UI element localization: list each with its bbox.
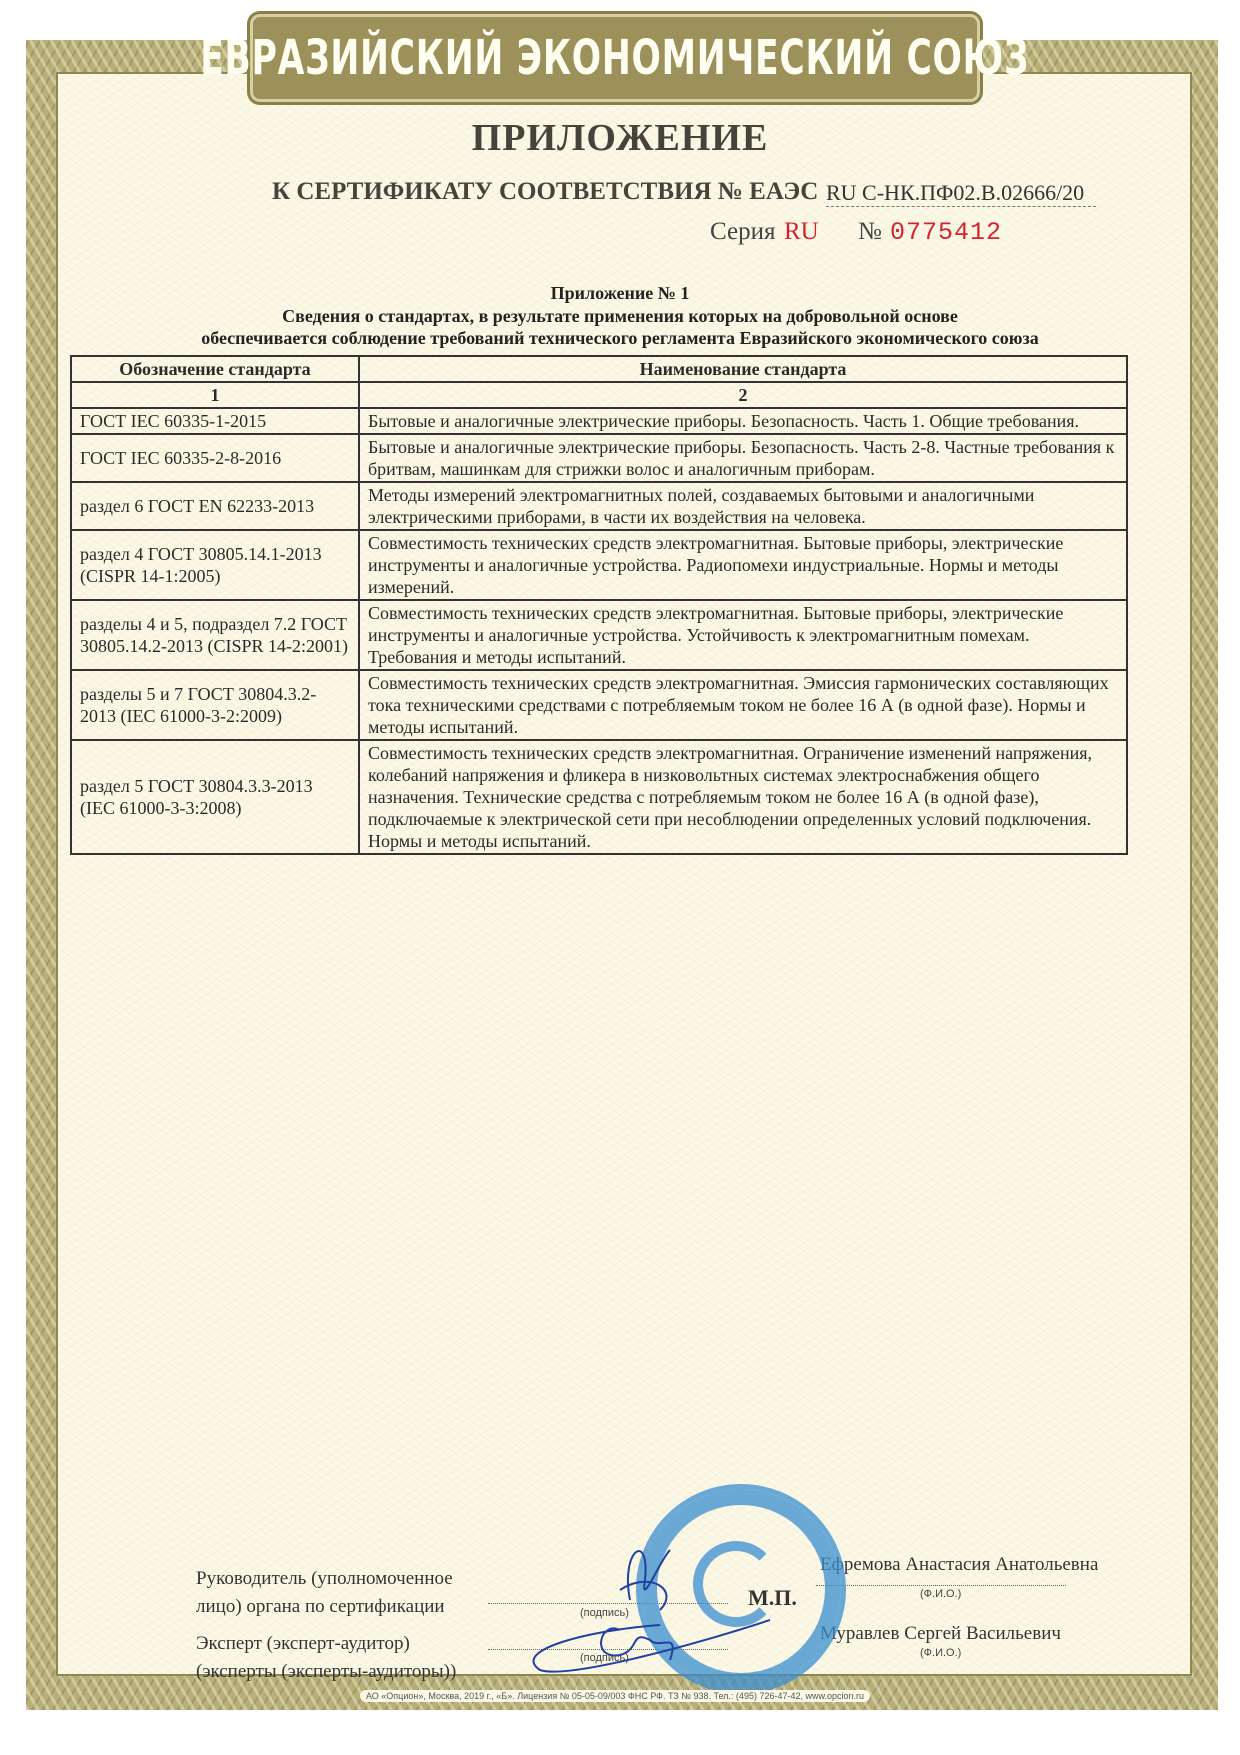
column-number: 1: [71, 382, 359, 408]
standard-name: Совместимость технических средств электромагнитная. Ограничение изменений напряжения, колебаний напряжения и фликера в низковольтных системах электроснабжения общего назначения. Технические средства с потребляемым током не более 16 А (в одной фазе), подключаемые к электрической сети при несоблюдении определенных условий подключения. Нормы и методы испытаний.: [359, 740, 1127, 854]
table-row: [71, 530, 1127, 600]
table-header-row: [71, 356, 1127, 382]
head-name: Ефремова Анастасия Анатольевна: [820, 1554, 1099, 1575]
column-number: 2: [359, 382, 1127, 408]
table-row: [71, 600, 1127, 670]
number-label: №: [858, 218, 882, 245]
appendix-line-2: обеспечивается соблюдение требований технического регламента Евразийского экономического союза: [201, 328, 1039, 348]
table-row: [71, 408, 1127, 434]
expert-name: Муравлев Сергей Васильевич: [820, 1623, 1061, 1644]
form-number: 0775412: [890, 218, 1003, 247]
table-row: [71, 434, 1127, 482]
fio-caption: (Ф.И.О.): [920, 1647, 962, 1659]
standard-code: разделы 4 и 5, подраздел 7.2 ГОСТ 30805.14.2-2013 (CISPR 14-2:2001): [71, 600, 359, 670]
fio-caption: (Ф.И.О.): [920, 1588, 962, 1600]
appendix-line-1: Сведения о стандартах, в результате применения которых на добровольной основе: [282, 306, 958, 326]
expert-label-1: Эксперт (эксперт-аудитор): [196, 1633, 410, 1654]
standard-code: раздел 5 ГОСТ 30804.3.3-2013 (IEC 61000-3-3:2008): [71, 740, 359, 854]
series-value: RU: [784, 218, 819, 245]
series-label: Серия: [710, 218, 776, 245]
standard-code: раздел 6 ГОСТ EN 62233-2013: [71, 482, 359, 530]
header-banner: [200, 14, 1030, 102]
standard-code: разделы 5 и 7 ГОСТ 30804.3.2-2013 (IEC 61000-3-2:2009): [71, 670, 359, 740]
table-row: [71, 482, 1127, 530]
head-label-1: Руководитель (уполномоченное: [196, 1568, 453, 1589]
standard-name: Совместимость технических средств электромагнитная. Бытовые приборы, электрические инструменты и аналогичные устройства. Устойчивость к электромагнитным помехам. Требования и методы испытаний.: [359, 600, 1127, 670]
standard-name: Бытовые и аналогичные электрические приборы. Безопасность. Часть 2-8. Частные требования к бритвам, машинкам для стрижки волос и аналогичным приборам.: [359, 434, 1127, 482]
certificate-label: К СЕРТИФИКАТУ СООТВЕТСТВИЯ № ЕАЭС: [272, 178, 819, 205]
signature-caption: (подпись): [580, 1607, 629, 1619]
banner-text: ЕВРАЗИЙСКИЙ ЭКОНОМИЧЕСКИЙ СОЮЗ: [200, 30, 1030, 86]
table-row: [71, 670, 1127, 740]
standards-table: [70, 355, 1128, 855]
seal-label: М.П.: [748, 1585, 797, 1610]
standard-code: ГОСТ IEC 60335-2-8-2016: [71, 434, 359, 482]
header-code: Обозначение стандарта: [71, 356, 359, 382]
standard-name: Методы измерений электромагнитных полей, создаваемых бытовыми и аналогичными электрическими приборами, в части их воздействия на человека.: [359, 482, 1127, 530]
head-label-2: лицо) органа по сертификации: [196, 1596, 445, 1617]
signature-caption: (подпись): [580, 1652, 629, 1664]
printer-imprint: АО «Опцион», Москва, 2019 г., «Б». Лицензия № 05-05-09/003 ФНС РФ. ТЗ № 938. Тел.: (495) 726-47-42, www.opcion.ru: [360, 1690, 870, 1702]
standard-code: ГОСТ IEC 60335-1-2015: [71, 408, 359, 434]
standard-code: раздел 4 ГОСТ 30805.14.1-2013 (CISPR 14-1:2005): [71, 530, 359, 600]
page-title: ПРИЛОЖЕНИЕ: [471, 117, 769, 159]
column-number-row: [71, 382, 1127, 408]
expert-label-2: (эксперты (эксперты-аудиторы)): [196, 1661, 457, 1682]
certificate-number: RU С-НК.ПФ02.В.02666/20: [826, 180, 1096, 207]
standard-name: Бытовые и аналогичные электрические приборы. Безопасность. Часть 1. Общие требования.: [359, 408, 1127, 434]
head-name-line: [816, 1585, 1066, 1586]
standard-name: Совместимость технических средств электромагнитная. Эмиссия гармонических составляющих тока техническими средствами с потребляемым током не более 16 А (в одной фазе). Нормы и методы испытаний.: [359, 670, 1127, 740]
appendix-title: Приложение № 1: [550, 283, 690, 303]
header-name: Наименование стандарта: [359, 356, 1127, 382]
table-row: [71, 740, 1127, 854]
standard-name: Совместимость технических средств электромагнитная. Бытовые приборы, электрические инструменты и аналогичные устройства. Радиопомехи индустриальные. Нормы и методы измерений.: [359, 530, 1127, 600]
signatures-handwritten: [510, 1530, 770, 1680]
